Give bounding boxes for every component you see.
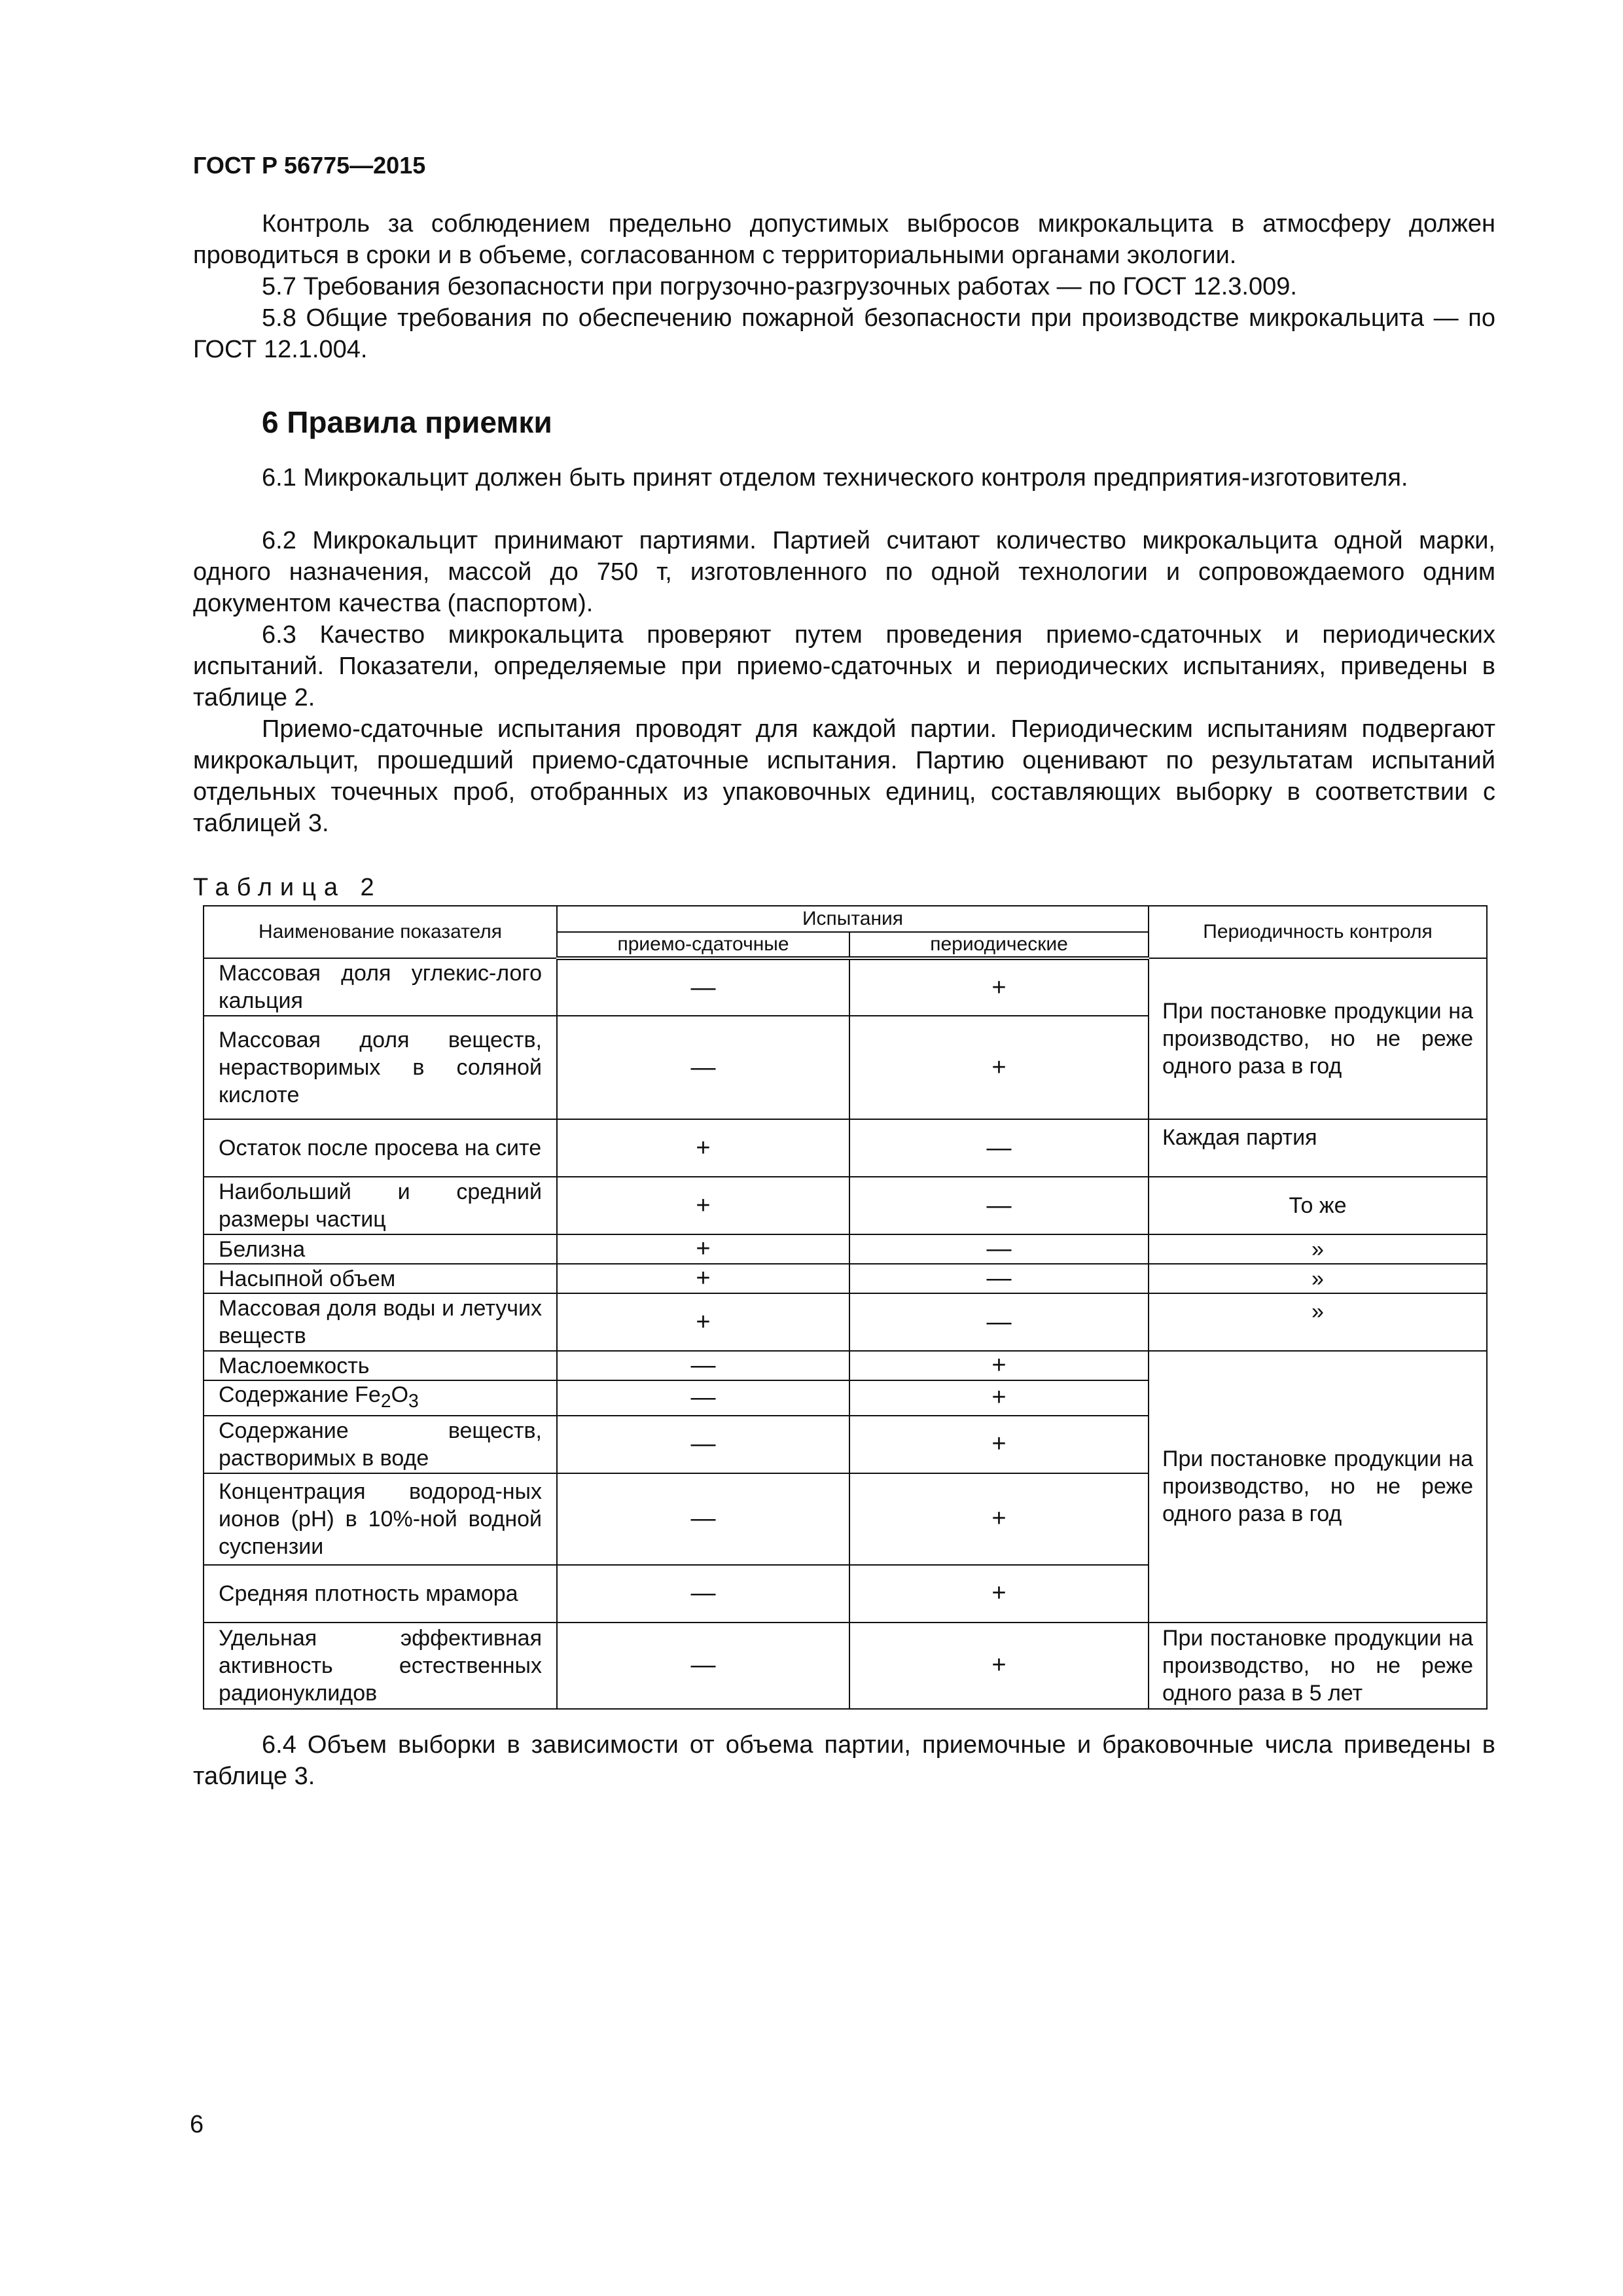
acceptance-mark: +: [557, 1177, 849, 1234]
header-indicator-name: Наименование показателя: [204, 906, 557, 958]
acceptance-mark: —: [557, 1623, 849, 1709]
acceptance-mark: —: [557, 1016, 849, 1119]
section-title: 6 Правила приемки: [262, 405, 552, 439]
indicator-name: Насыпной объем: [204, 1264, 557, 1293]
periodic-mark: —: [849, 1293, 1149, 1351]
acceptance-mark: —: [557, 958, 849, 1016]
header-periodic-tests: периодические: [849, 932, 1149, 958]
periodic-mark: +: [849, 1351, 1149, 1380]
formula-prefix: Содержание Fe: [219, 1382, 381, 1407]
indicator-name: Средняя плотность мрамора: [204, 1565, 557, 1623]
periodic-mark: +: [849, 958, 1149, 1016]
indicator-name: Массовая доля воды и летучих веществ: [204, 1293, 557, 1351]
table-row: [204, 1264, 1487, 1293]
paragraph-6-3: 6.3 Качество микрокальцита проверяют путем проведения приемо-сдаточных и периодических испытаний. Показатели, определяемые при приемо-сдаточных и периодических испытаниях, приведены в таблице 2.: [193, 621, 1495, 711]
table-row: [204, 1293, 1487, 1351]
frequency-cell: При постановке продукции на производство, но не реже одного раза в год: [1149, 1351, 1487, 1623]
document-header: ГОСТ Р 56775—2015: [193, 152, 426, 179]
frequency-cell: То же: [1149, 1177, 1487, 1234]
frequency-cell: Каждая партия: [1149, 1119, 1487, 1177]
indicator-name: Массовая доля веществ, нерастворимых в соляной кислоте: [204, 1016, 557, 1119]
paragraph-6-3-continued: Приемо-сдаточные испытания проводят для каждой партии. Периодическим испытаниям подвергают микрокальцит, прошедший приемо-сдаточные испытания. Партию оценивают по результатам испытаний отдельных точечных проб, отобранных из упаковочных единиц, составляющих выборку в соответствии с таблицей 3.: [193, 715, 1495, 837]
indicator-name: Удельная эффективная активность естественных радионуклидов: [204, 1623, 557, 1709]
periodic-mark: —: [849, 1234, 1149, 1264]
paragraph-6-1: 6.1 Микрокальцит должен быть принят отделом технического контроля предприятия-изготовителя.: [262, 464, 1408, 492]
indicator-name: [204, 1380, 557, 1416]
table-caption: Таблица 2: [193, 874, 382, 901]
paragraph-6-2: 6.2 Микрокальцит принимают партиями. Партией считают количество микрокальцита одной марки, одного назначения, массой до 750 т, изготовленного по одной технологии и сопровождаемого одним документом качества (паспортом).: [193, 527, 1495, 617]
acceptance-mark: —: [557, 1565, 849, 1623]
header-frequency: Периодичность контроля: [1149, 906, 1487, 958]
periodic-mark: +: [849, 1416, 1149, 1473]
paragraph-5-7: 5.7 Требования безопасности при погрузочно-разгрузочных работах — по ГОСТ 12.3.009.: [262, 273, 1297, 300]
acceptance-mark: —: [557, 1351, 849, 1380]
indicator-name: Содержание веществ, растворимых в воде: [204, 1416, 557, 1473]
periodic-mark: +: [849, 1565, 1149, 1623]
periodic-mark: —: [849, 1177, 1149, 1234]
table-row: [204, 1234, 1487, 1264]
periodic-mark: +: [849, 1473, 1149, 1565]
table-row: [204, 1351, 1487, 1380]
indicator-name: Маслоемкость: [204, 1351, 557, 1380]
periodic-mark: +: [849, 1623, 1149, 1709]
acceptance-mark: +: [557, 1264, 849, 1293]
table-row: [204, 1623, 1487, 1709]
indicator-name: Белизна: [204, 1234, 557, 1264]
header-acceptance-tests: приемо-сдаточные: [557, 932, 849, 958]
periodic-mark: +: [849, 1016, 1149, 1119]
frequency-cell: »: [1149, 1234, 1487, 1264]
acceptance-mark: +: [557, 1234, 849, 1264]
page-number: 6: [190, 2111, 204, 2138]
paragraph-6-4: 6.4 Объем выборки в зависимости от объема партии, приемочные и браковочные числа приведены в таблице 3.: [193, 1731, 1495, 1790]
paragraph-emissions-control: Контроль за соблюдением предельно допустимых выбросов микрокальцита в атмосферу должен проводиться в сроки и в объеме, согласованном с территориальными органами экологии.: [193, 210, 1495, 269]
frequency-cell: »: [1149, 1293, 1487, 1351]
frequency-cell: При постановке продукции на производство, но не реже одного раза в год: [1149, 958, 1487, 1119]
acceptance-mark: —: [557, 1416, 849, 1473]
header-tests: Испытания: [557, 906, 1149, 932]
table-row: [204, 1119, 1487, 1177]
table-row: [204, 958, 1487, 1016]
formula-mid: O: [391, 1382, 409, 1407]
frequency-cell: »: [1149, 1264, 1487, 1293]
indicator-name: Остаток после просева на сите: [204, 1119, 557, 1177]
indicator-name: Наибольший и средний размеры частиц: [204, 1177, 557, 1234]
acceptance-mark: +: [557, 1293, 849, 1351]
periodic-mark: —: [849, 1119, 1149, 1177]
paragraph-5-8: 5.8 Общие требования по обеспечению пожарной безопасности при производстве микрокальцита — по ГОСТ 12.1.004.: [193, 304, 1495, 363]
periodic-mark: —: [849, 1264, 1149, 1293]
acceptance-mark: —: [557, 1380, 849, 1416]
table-row: [204, 1177, 1487, 1234]
indicator-name: Массовая доля углекис-лого кальция: [204, 958, 557, 1016]
formula-subscript: 3: [408, 1390, 419, 1412]
formula-subscript: 2: [380, 1390, 391, 1412]
acceptance-mark: —: [557, 1473, 849, 1565]
acceptance-mark: +: [557, 1119, 849, 1177]
table-2: [203, 905, 1488, 1710]
indicator-name: Концентрация водород-ных ионов (pH) в 10%-ной водной суспензии: [204, 1473, 557, 1565]
periodic-mark: +: [849, 1380, 1149, 1416]
frequency-cell: При постановке продукции на производство, но не реже одного раза в 5 лет: [1149, 1623, 1487, 1709]
